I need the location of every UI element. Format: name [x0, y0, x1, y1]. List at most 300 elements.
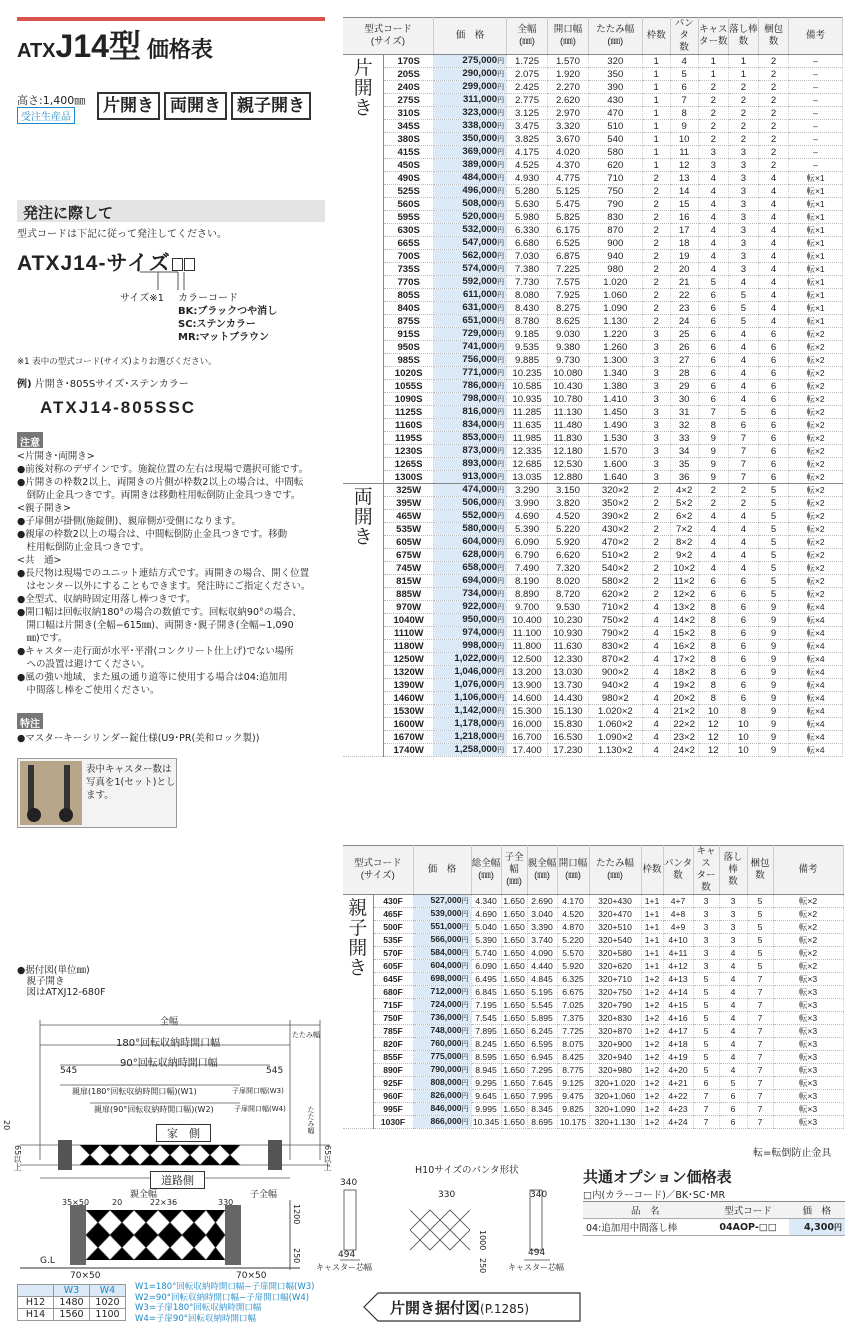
value-cell: –: [789, 107, 843, 120]
value-cell: 6: [698, 575, 728, 588]
value-cell: 6.595: [527, 1038, 557, 1051]
value-cell: 1.600: [588, 458, 642, 471]
value-cell: 1.340: [588, 367, 642, 380]
value-cell: 3: [728, 198, 758, 211]
value-cell: 9: [758, 640, 788, 653]
value-cell: 5.920: [548, 536, 589, 549]
value-cell: 1.650: [501, 1116, 527, 1129]
value-cell: 5.740: [471, 947, 501, 960]
value-cell: 転×2: [773, 947, 843, 960]
size-code: 1125S: [384, 406, 434, 419]
value-cell: 7: [747, 1116, 773, 1129]
value-cell: 9×2: [670, 549, 698, 562]
value-cell: 8.780: [507, 315, 548, 328]
table-row: [343, 198, 843, 211]
value-cell: 1+2: [641, 1025, 663, 1038]
value-cell: 4+16: [663, 1012, 693, 1025]
value-cell: 3: [693, 947, 719, 960]
value-cell: 21×2: [670, 705, 698, 718]
value-cell: 4.690: [471, 908, 501, 921]
value-cell: 4: [642, 718, 670, 731]
price-cell: 1,022,000円: [433, 653, 506, 666]
value-cell: 転×1: [789, 276, 843, 289]
table-row: [343, 744, 843, 757]
dim-22x36: 22×36: [150, 1198, 178, 1207]
value-cell: 4: [728, 367, 758, 380]
value-cell: 11: [670, 146, 698, 159]
value-cell: 3: [642, 380, 670, 393]
size-code: 630S: [384, 224, 434, 237]
value-cell: 19: [670, 250, 698, 263]
value-cell: 6: [728, 588, 758, 601]
size-code: 525S: [384, 185, 434, 198]
table-row: [343, 497, 843, 510]
value-cell: 転×1: [789, 315, 843, 328]
value-cell: 転×4: [789, 653, 843, 666]
dim-330: 330: [218, 1198, 234, 1207]
value-cell: 5: [693, 1038, 719, 1051]
value-cell: 1+2: [641, 1103, 663, 1116]
table-row: [343, 601, 843, 614]
value-cell: 6: [698, 341, 728, 354]
size-code: 205S: [384, 68, 434, 81]
dim-20-side: 20: [2, 1120, 11, 1131]
value-cell: 17.230: [548, 744, 589, 757]
value-cell: 1: [642, 68, 670, 81]
size-code: 665S: [384, 237, 434, 250]
dim-1000: 1000: [478, 1230, 487, 1251]
value-cell: 3.475: [507, 120, 548, 133]
value-cell: 8.625: [548, 315, 589, 328]
value-cell: 580×2: [588, 575, 642, 588]
value-cell: 2: [728, 120, 758, 133]
value-cell: 10.235: [507, 367, 548, 380]
value-cell: 5: [693, 1012, 719, 1025]
value-cell: 転×2: [789, 354, 843, 367]
value-cell: 4: [758, 172, 788, 185]
value-cell: 転×3: [773, 999, 843, 1012]
code-bracket-lines: [140, 270, 200, 292]
value-cell: 8×2: [670, 536, 698, 549]
value-cell: 6: [758, 458, 788, 471]
order-code: ATXJ14-サイズ: [17, 247, 195, 277]
table-row: [343, 640, 843, 653]
value-cell: 5: [698, 276, 728, 289]
value-cell: 22×2: [670, 718, 698, 731]
value-cell: 3: [728, 237, 758, 250]
value-cell: 9: [670, 120, 698, 133]
value-cell: 1+2: [641, 973, 663, 986]
value-cell: 320+940: [589, 1051, 641, 1064]
value-cell: 11×2: [670, 575, 698, 588]
price-cell: 736,000円: [413, 1012, 471, 1025]
value-cell: 620: [588, 159, 642, 172]
value-cell: 12.500: [507, 653, 548, 666]
col-header: 梱包 数: [758, 18, 788, 55]
value-cell: 6.790: [507, 549, 548, 562]
value-cell: 6.090: [471, 960, 501, 973]
value-cell: 1.020×2: [588, 705, 642, 718]
price-cell: 853,000円: [433, 432, 506, 445]
price-cell: 532,000円: [433, 224, 506, 237]
value-cell: 4: [698, 224, 728, 237]
value-cell: 4+20: [663, 1064, 693, 1077]
value-cell: 6: [758, 354, 788, 367]
value-cell: 750: [588, 185, 642, 198]
value-cell: 6: [758, 367, 788, 380]
value-cell: 7: [693, 1116, 719, 1129]
table-row: [343, 627, 843, 640]
value-cell: 5: [747, 921, 773, 934]
price-cell: 562,000円: [433, 250, 506, 263]
value-cell: 2: [758, 94, 788, 107]
value-cell: 15.830: [548, 718, 589, 731]
value-cell: 6: [728, 679, 758, 692]
price-cell: 574,000円: [433, 263, 506, 276]
value-cell: 5: [728, 302, 758, 315]
value-cell: 9: [698, 458, 728, 471]
value-cell: 転×3: [773, 973, 843, 986]
table-row: [343, 934, 843, 947]
col-header: 梱包 数: [747, 846, 773, 895]
value-cell: 転×4: [789, 692, 843, 705]
value-cell: 1.060×2: [588, 718, 642, 731]
value-cell: 4: [758, 302, 788, 315]
order-intro: 型式コードは下記に従って発注してください。: [17, 229, 227, 240]
value-cell: 6: [728, 653, 758, 666]
value-cell: 320×2: [588, 484, 642, 497]
value-cell: 転×2: [773, 960, 843, 973]
price-cell: 1,046,000円: [433, 666, 506, 679]
dim-545-left: 545: [60, 1066, 78, 1076]
price-cell: 950,000円: [433, 614, 506, 627]
value-cell: 320+540: [589, 934, 641, 947]
value-cell: 12×2: [670, 588, 698, 601]
value-cell: 4: [719, 1038, 747, 1051]
table-row: [343, 1077, 843, 1090]
dim-90-open: 90°回転収納時開口幅: [120, 1058, 218, 1069]
house-side-label: 家 側: [156, 1124, 211, 1142]
value-cell: 350×2: [588, 497, 642, 510]
value-cell: 転×2: [789, 575, 843, 588]
value-cell: 転×2: [789, 367, 843, 380]
table-row: [343, 107, 843, 120]
value-cell: 6: [670, 81, 698, 94]
value-cell: 2: [642, 263, 670, 276]
value-cell: 転×4: [789, 744, 843, 757]
value-cell: 1.060: [588, 289, 642, 302]
value-cell: 転×2: [789, 497, 843, 510]
value-cell: 7: [747, 973, 773, 986]
size-code: 960F: [373, 1090, 413, 1103]
value-cell: 2: [642, 588, 670, 601]
price-cell: 756,000円: [433, 354, 506, 367]
table-row: [343, 1116, 843, 1129]
value-cell: 20×2: [670, 692, 698, 705]
col-header: 親全幅 (㎜): [527, 846, 557, 895]
value-cell: 7: [747, 1064, 773, 1077]
value-cell: 2: [642, 523, 670, 536]
col-header: 型式コード (サイズ): [343, 846, 413, 895]
value-cell: 3: [728, 185, 758, 198]
value-cell: 11.285: [507, 406, 548, 419]
value-cell: 2: [758, 120, 788, 133]
value-cell: 2.425: [507, 81, 548, 94]
value-cell: 1.650: [501, 999, 527, 1012]
value-cell: 5: [758, 523, 788, 536]
size-code: 345S: [384, 120, 434, 133]
size-code: 380S: [384, 133, 434, 146]
value-cell: 4: [719, 999, 747, 1012]
post-left-size: 70×50: [70, 1271, 101, 1281]
value-cell: 320+900: [589, 1038, 641, 1051]
value-cell: 4: [719, 947, 747, 960]
value-cell: 15×2: [670, 627, 698, 640]
table-row: [343, 315, 843, 328]
table-row: [343, 1090, 843, 1103]
value-cell: 4.175: [507, 146, 548, 159]
value-cell: 2: [758, 159, 788, 172]
value-cell: 6: [698, 354, 728, 367]
value-cell: 4: [698, 536, 728, 549]
dim-494-right: 494: [528, 1248, 546, 1258]
price-cell: 786,000円: [433, 380, 506, 393]
value-cell: 8: [698, 666, 728, 679]
caution-tag: 注意: [17, 432, 43, 448]
w-legend: W1=180°回転収納時開口幅−子扉開口幅(W3) W2=90°回転収納時開口幅−子扉開口幅(W4) W3=子扉180°回転収納時開口幅 W4=子扉90°回転収納時開口幅: [135, 1282, 315, 1324]
value-cell: 23×2: [670, 731, 698, 744]
size-code: 490S: [384, 172, 434, 185]
value-cell: 9: [758, 731, 788, 744]
value-cell: 3: [642, 328, 670, 341]
size-code: 1055S: [384, 380, 434, 393]
dim-65-left: 65以上: [13, 1145, 22, 1172]
value-cell: 5: [693, 986, 719, 999]
value-cell: 8.080: [507, 289, 548, 302]
caster-note-text: 表中キャスター数は写真を1(セット)とします。: [86, 764, 176, 801]
col-header: キャス ター数: [698, 18, 728, 55]
dim-35x50: 35×50: [62, 1198, 90, 1207]
value-cell: 10: [670, 133, 698, 146]
value-cell: 9.295: [471, 1077, 501, 1090]
size-code: 605F: [373, 960, 413, 973]
value-cell: 10.175: [557, 1116, 589, 1129]
value-cell: 13×2: [670, 601, 698, 614]
value-cell: 6.945: [527, 1051, 557, 1064]
value-cell: 320: [588, 55, 642, 68]
value-cell: 9.380: [548, 341, 589, 354]
value-cell: 転×2: [789, 523, 843, 536]
link-single-install-diagram[interactable]: [362, 1292, 582, 1322]
value-cell: 25: [670, 328, 698, 341]
value-cell: 14.430: [548, 692, 589, 705]
value-cell: 2: [642, 276, 670, 289]
value-cell: 転×2: [789, 419, 843, 432]
value-cell: 5: [693, 973, 719, 986]
value-cell: 9.700: [507, 601, 548, 614]
value-cell: 6: [719, 1090, 747, 1103]
value-cell: 10: [728, 718, 758, 731]
value-cell: 3: [698, 159, 728, 172]
col-header: 開口幅 (㎜): [557, 846, 589, 895]
price-cell: 760,000円: [413, 1038, 471, 1051]
value-cell: 12: [698, 731, 728, 744]
value-cell: 4+23: [663, 1103, 693, 1116]
value-cell: 3: [642, 445, 670, 458]
price-cell: 651,000円: [433, 315, 506, 328]
value-cell: 4+19: [663, 1051, 693, 1064]
size-code: 1160S: [384, 419, 434, 432]
value-cell: 4.525: [507, 159, 548, 172]
value-cell: 320+980: [589, 1064, 641, 1077]
value-cell: 7: [747, 1025, 773, 1038]
col-header: 全幅 (㎜): [507, 18, 548, 55]
value-cell: 6: [693, 1077, 719, 1090]
value-cell: 5.570: [557, 947, 589, 960]
value-cell: 10: [698, 705, 728, 718]
value-cell: 4: [719, 960, 747, 973]
value-cell: 1.570: [588, 445, 642, 458]
value-cell: 36: [670, 471, 698, 484]
table-row: [343, 159, 843, 172]
price-cell: 389,000円: [433, 159, 506, 172]
price-cell: 496,000円: [433, 185, 506, 198]
value-cell: –: [789, 159, 843, 172]
value-cell: 5.220: [557, 934, 589, 947]
value-cell: 1: [642, 94, 670, 107]
table-row: [343, 653, 843, 666]
size-code: 770S: [384, 276, 434, 289]
value-cell: 1: [728, 68, 758, 81]
value-cell: 10.345: [472, 1116, 500, 1127]
price-cell: 592,000円: [433, 276, 506, 289]
value-cell: 1.650: [501, 1064, 527, 1077]
value-cell: 320+620: [589, 960, 641, 973]
value-cell: 4+24: [663, 1116, 693, 1129]
value-cell: 1.300: [588, 354, 642, 367]
value-cell: 3: [642, 393, 670, 406]
value-cell: 2: [758, 107, 788, 120]
value-cell: 4.845: [527, 973, 557, 986]
value-cell: 5: [758, 575, 788, 588]
value-cell: 転×4: [789, 666, 843, 679]
value-cell: 11.800: [507, 640, 548, 653]
price-cell: 474,000円: [433, 484, 506, 497]
price-cell: 826,000円: [413, 1090, 471, 1103]
value-cell: 転×1: [789, 263, 843, 276]
value-cell: 790×2: [588, 627, 642, 640]
value-cell: 2: [698, 497, 728, 510]
price-cell: 566,000円: [413, 934, 471, 947]
table-row: [343, 666, 843, 679]
value-cell: 2: [642, 198, 670, 211]
price-cell: 611,000円: [433, 289, 506, 302]
value-cell: 9: [698, 471, 728, 484]
value-cell: 3.290: [507, 484, 548, 497]
value-cell: 7.895: [471, 1025, 501, 1038]
value-cell: 9.885: [507, 354, 548, 367]
value-cell: 3: [719, 908, 747, 921]
value-cell: 3: [728, 263, 758, 276]
size-code: 680F: [373, 986, 413, 999]
value-cell: 620×2: [588, 588, 642, 601]
value-cell: 6.495: [471, 973, 501, 986]
col-header: 価 格: [413, 846, 471, 895]
value-cell: 5: [758, 588, 788, 601]
value-cell: 1.650: [501, 1051, 527, 1064]
table-row: [343, 432, 843, 445]
value-cell: 4: [642, 627, 670, 640]
value-cell: 5×2: [670, 497, 698, 510]
value-cell: 6.330: [507, 224, 548, 237]
value-cell: 5.475: [548, 198, 589, 211]
value-cell: 5: [719, 1077, 747, 1090]
value-cell: 11.630: [548, 640, 589, 653]
value-cell: 6: [758, 380, 788, 393]
size-code: 570F: [373, 947, 413, 960]
table-row: [343, 354, 843, 367]
value-cell: 1+2: [641, 1051, 663, 1064]
value-cell: 22: [670, 289, 698, 302]
value-cell: 28: [670, 367, 698, 380]
value-cell: 4: [698, 185, 728, 198]
value-cell: 4: [719, 1012, 747, 1025]
road-side-label: 道路側: [150, 1171, 205, 1189]
value-cell: 6: [728, 601, 758, 614]
value-cell: 4: [642, 705, 670, 718]
value-cell: 830×2: [588, 640, 642, 653]
value-cell: 2: [728, 94, 758, 107]
value-cell: 転×3: [773, 1051, 843, 1064]
value-cell: 2: [642, 224, 670, 237]
price-cell: 584,000円: [413, 947, 471, 960]
value-cell: 転×2: [789, 380, 843, 393]
size-code: 815W: [384, 575, 434, 588]
size-code: 415S: [384, 146, 434, 159]
value-cell: 4: [758, 276, 788, 289]
value-cell: –: [789, 81, 843, 94]
dim-494-left: 494: [338, 1250, 356, 1260]
value-cell: 4: [642, 666, 670, 679]
value-cell: 転×2: [773, 934, 843, 947]
value-cell: 11.985: [507, 432, 548, 445]
value-cell: 790: [588, 198, 642, 211]
value-cell: 6.680: [507, 237, 548, 250]
size-code: 240S: [384, 81, 434, 94]
value-cell: 4+18: [663, 1038, 693, 1051]
dim-w1: 親扉(180°回転収納時開口幅)(W1): [72, 1087, 197, 1096]
value-cell: 5: [693, 1051, 719, 1064]
value-cell: 11.130: [548, 406, 589, 419]
value-cell: 710: [588, 172, 642, 185]
value-cell: 10.935: [507, 393, 548, 406]
value-cell: 8.190: [507, 575, 548, 588]
value-cell: 5: [758, 562, 788, 575]
size-code: 745W: [384, 562, 434, 575]
value-cell: 4.930: [507, 172, 548, 185]
value-cell: 転×4: [789, 705, 843, 718]
value-cell: 6.875: [548, 250, 589, 263]
table-row: [343, 614, 843, 627]
size-code: 465F: [373, 908, 413, 921]
value-cell: 1: [642, 120, 670, 133]
value-cell: 6: [698, 393, 728, 406]
value-cell: 6.525: [548, 237, 589, 250]
value-cell: 9: [698, 432, 728, 445]
caster-photo: [20, 761, 82, 825]
value-cell: 4: [698, 237, 728, 250]
value-cell: 転×2: [789, 328, 843, 341]
